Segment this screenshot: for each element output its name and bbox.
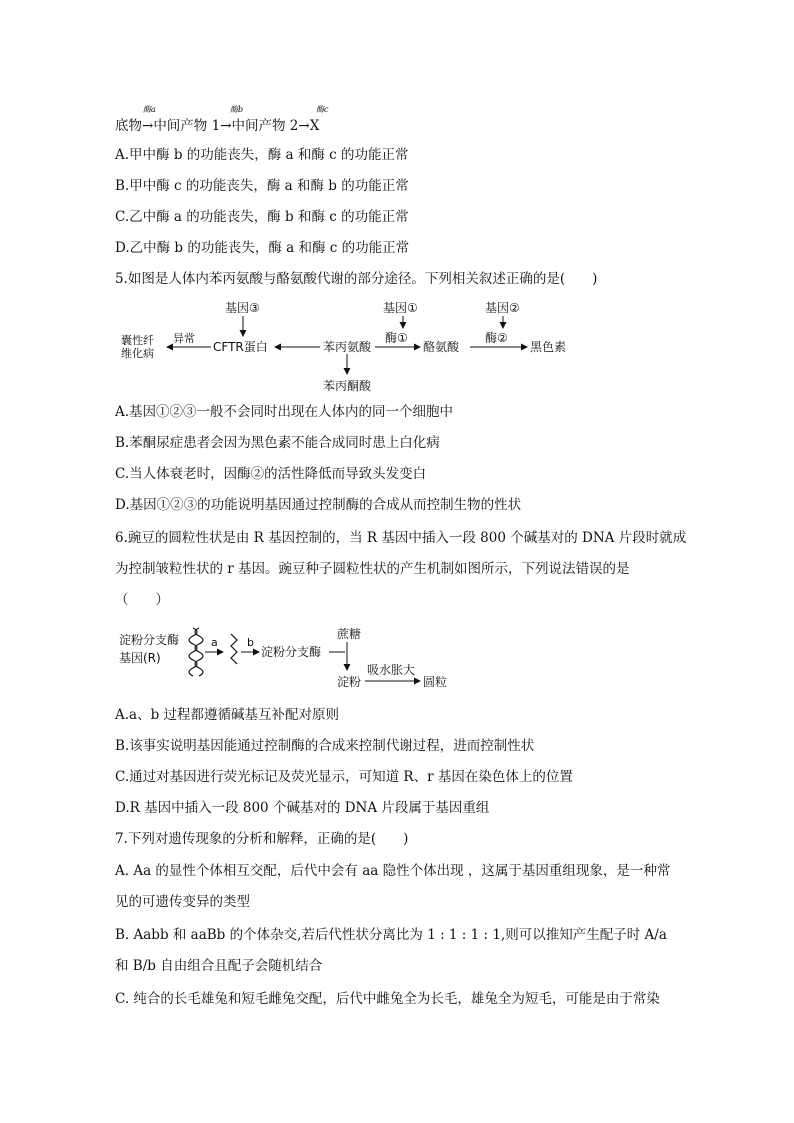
substrate: 底物 bbox=[115, 118, 142, 134]
q6-stem-line1: 6.豌豆的圆粒性状是由 R 基因控制的，当 R 基因中插入一段 800 个碱基对的 DNA 片段时就成 bbox=[115, 530, 687, 546]
phenylalanine: 苯丙氨酸 bbox=[323, 340, 372, 354]
q4-option-c: C.乙中酶 a 的功能丧失，酶 b 和酶 c 的功能正常 bbox=[115, 209, 409, 225]
tyrosine: 酪氨酸 bbox=[423, 340, 460, 354]
intermediate-2: 中间产物 2 bbox=[231, 118, 299, 134]
starch-label: 淀粉 bbox=[337, 675, 362, 689]
swell-label: 吸水胀大 bbox=[367, 663, 416, 677]
mrna-icon bbox=[231, 634, 237, 664]
process-a-label: a bbox=[211, 636, 218, 649]
intermediate-1: 中间产物 1 bbox=[153, 118, 221, 134]
gene-r-label-1: 淀粉分支酶 bbox=[119, 633, 180, 647]
disease-label-1: 囊性纤 bbox=[121, 334, 154, 347]
enzyme-pathway bbox=[115, 104, 415, 134]
q7-line-2: 见的可遗传变异的类型 bbox=[115, 894, 250, 910]
round-seed-label: 圆粒 bbox=[423, 675, 448, 689]
melanin: 黑色素 bbox=[530, 340, 567, 354]
arrow-icon: → bbox=[220, 118, 232, 134]
enzyme1-label: 酶① bbox=[385, 331, 408, 345]
q6-stem-line3: （ ） bbox=[115, 592, 169, 608]
enzyme-c-label: 酶c bbox=[316, 105, 329, 114]
arrow-icon: → bbox=[142, 118, 154, 134]
disease-label-2: 维化病 bbox=[121, 347, 154, 360]
q5-stem: 5.如图是人体内苯丙氨酸与酪氨酸代谢的部分途径。下列相关叙述正确的是( ) bbox=[115, 271, 598, 287]
enzyme-a-label: 酶a bbox=[143, 105, 156, 114]
q6-option-a: A.a、b 过程都遵循碱基互补配对原则 bbox=[115, 707, 340, 723]
enzyme-b-label: 酶b bbox=[230, 105, 244, 114]
q4-option-b: B.甲中酶 c 的功能丧失，酶 a 和酶 b 的功能正常 bbox=[115, 178, 409, 194]
gene3-label: 基因③ bbox=[225, 301, 260, 315]
enzyme2-label: 酶② bbox=[485, 331, 508, 345]
gene-r-label-2: 基因(R) bbox=[119, 651, 161, 665]
dna-helix-icon bbox=[189, 628, 197, 676]
q6-option-d: D.R 基因中插入一段 800 个碱基对的 DNA 片段属于基因重组 bbox=[115, 800, 490, 816]
cftr-protein: CFTR蛋白 bbox=[213, 340, 268, 354]
abnormal-label: 异常 bbox=[173, 332, 195, 345]
arrow-icon: → bbox=[298, 118, 310, 134]
q7-line-4: 和 B/b 自由组合且配子会随机结合 bbox=[115, 958, 323, 974]
q7-line-3: B. Aabb 和 aaBb 的个体杂交,若后代性状分离比为 1 : 1 : 1 : 1,则可以推知产生配子时 A/a bbox=[115, 927, 667, 943]
q5-option-a: A.基因①②③一般不会同时出现在人体内的同一个细胞中 bbox=[115, 404, 454, 420]
q5-option-d: D.基因①②③的功能说明基因通过控制酶的合成从而控制生物的性状 bbox=[115, 497, 522, 513]
q4-option-a: A.甲中酶 b 的功能丧失，酶 a 和酶 c 的功能正常 bbox=[115, 147, 409, 163]
phenylpyruvic-acid: 苯丙酮酸 bbox=[323, 379, 372, 393]
sucrose-label: 蔗糖 bbox=[337, 627, 362, 641]
q7-line-1: A. Aa 的显性个体相互交配，后代中会有 aa 隐性个体出现 ，这属于基因重组现象，是一种常 bbox=[115, 863, 671, 879]
gene1-label: 基因① bbox=[383, 301, 418, 315]
q7-stem: 7.下列对遗传现象的分析和解释，正确的是( ) bbox=[115, 831, 409, 847]
q6-option-c: C.通过对基因进行荧光标记及荧光显示，可知道 R、r 基因在染色体上的位置 bbox=[115, 769, 573, 785]
q5-option-c: C.当人体衰老时，因酶②的活性降低而导致头发变白 bbox=[115, 466, 427, 482]
branching-enzyme: 淀粉分支酶 bbox=[261, 645, 322, 659]
q6-stem-line2: 为控制皱粒性状的 r 基因。豌豆种子圆粒性状的产生机制如图所示，下列说法错误的是 bbox=[115, 561, 630, 577]
q6-option-b: B.该事实说明基因能通过控制酶的合成来控制代谢过程，进而控制性状 bbox=[115, 738, 535, 754]
q5-option-b: B.苯酮尿症患者会因为黑色素不能合成同时患上白化病 bbox=[115, 435, 440, 451]
process-b-label: b bbox=[247, 636, 254, 649]
q7-line-5: C. 纯合的长毛雄兔和短毛雌兔交配，后代中雌兔全为长毛，雄兔全为短毛，可能是由于常染 bbox=[115, 991, 660, 1007]
gene2-label: 基因② bbox=[485, 301, 520, 315]
q5-metabolism-diagram bbox=[115, 298, 595, 398]
q6-mechanism-diagram bbox=[115, 624, 475, 694]
product-x: X bbox=[309, 118, 320, 134]
q4-option-d: D.乙中酶 b 的功能丧失，酶 a 和酶 c 的功能正常 bbox=[115, 240, 410, 256]
